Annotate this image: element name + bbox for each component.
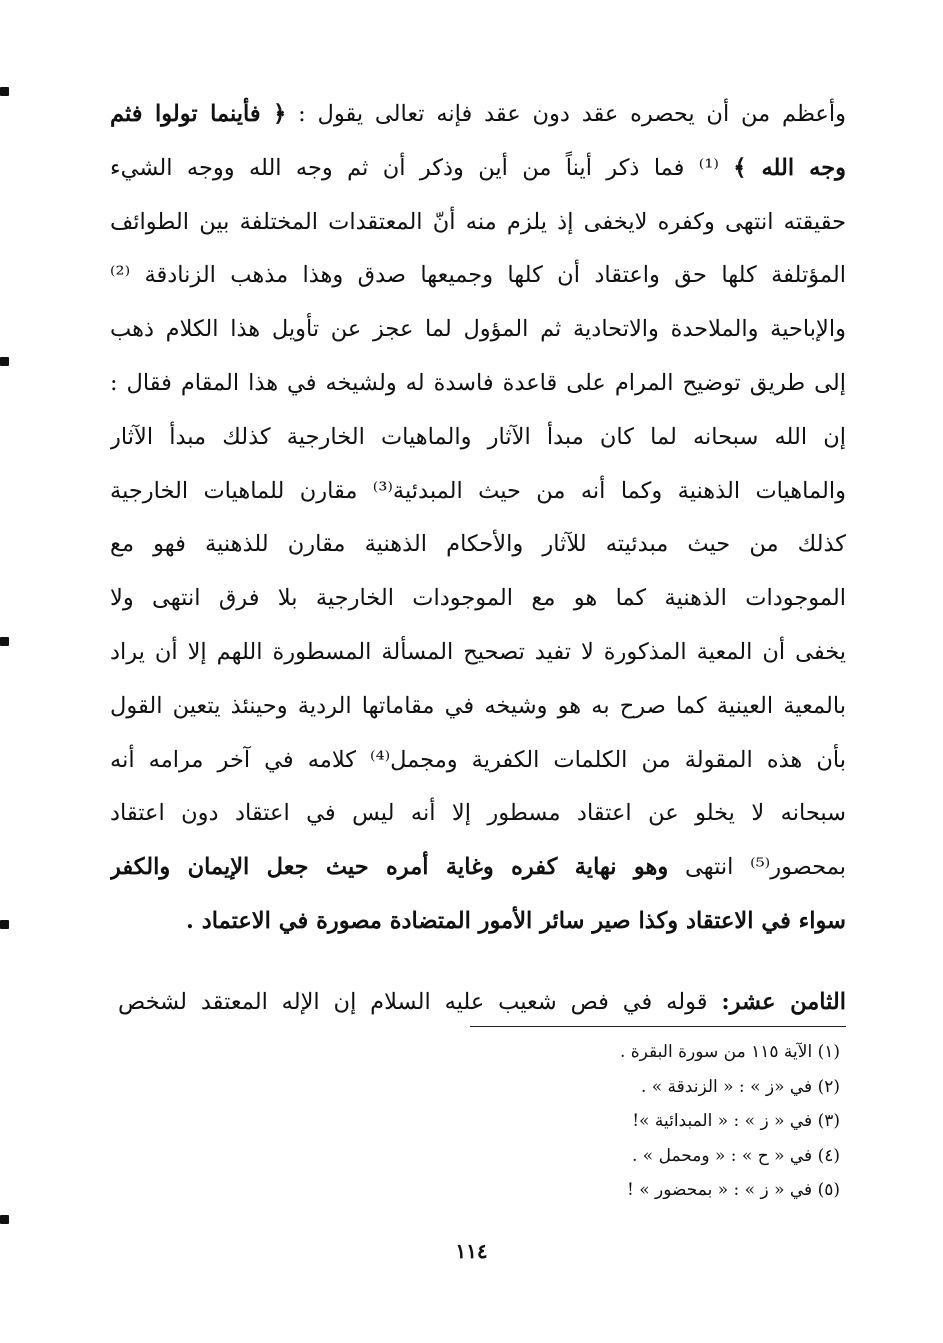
footnote-4: (٤) في « ح » : « ومحمل » . bbox=[631, 1145, 840, 1166]
text-segment: بمحصور⁽⁵⁾ انتهى bbox=[668, 854, 846, 881]
text-segment: بأن هذه المقولة من الكلمات الكفرية ومجمل⁽⁴⁾ كلامه في آخر مرامه أنه bbox=[110, 746, 846, 773]
text-line bbox=[110, 411, 846, 465]
text-segment: والماهيات الذهنية وكما أنه من حيث المبدئية⁽³⁾ مقارن للماهيات الخارجية bbox=[110, 477, 846, 504]
footnote-1: (١) الآية ١١٥ من سورة البقرة . bbox=[619, 1042, 840, 1062]
text-segment: إلى طريق توضيح المرام على قاعدة فاسدة له ولشيخه في هذا المقام فقال : bbox=[110, 369, 846, 396]
text-segment: سبحانه لا يخلو عن اعتقاد مسطور إلا أنه ليس في اعتقاد دون اعتقاد bbox=[110, 800, 846, 827]
text-line bbox=[110, 142, 846, 196]
text-line bbox=[110, 626, 846, 680]
bold-text-segment: ﴿ فأينما تولوا فثم bbox=[110, 101, 287, 127]
footnotes bbox=[430, 1035, 840, 1208]
margin-mark bbox=[0, 920, 9, 929]
margin-mark bbox=[0, 1215, 9, 1224]
margin-mark bbox=[0, 637, 9, 646]
text-line bbox=[110, 303, 846, 357]
text-segment: وأعظم من أن يحصره عقد دون عقد فإنه تعالى يقول : bbox=[286, 101, 846, 127]
text-line bbox=[110, 680, 846, 734]
text-line bbox=[110, 734, 846, 788]
main-text-block bbox=[110, 88, 846, 949]
text-line bbox=[110, 196, 846, 250]
text-segment: إن الله سبحانه لما كان مبدأ الآثار والماهيات الخارجية كذلك مبدأ الآثار bbox=[110, 423, 846, 450]
margin-mark bbox=[0, 357, 9, 366]
page-number: ١١٤ bbox=[455, 1239, 488, 1263]
text-segment: الموجودات الذهنية كما هو مع الموجودات الخارجية بلا فرق انتهى ولا bbox=[110, 585, 846, 612]
section-heading-label: الثامن عشر: bbox=[721, 989, 846, 1015]
text-segment: كذلك من حيث مبدئيته للآثار والأحكام الذهنية مقارن للذهنية فهو مع bbox=[110, 531, 846, 558]
text-segment: ⁽¹⁾ فما ذكر أيناً من أين وذكر أن ثم وجه الله ووجه الشيء bbox=[110, 154, 734, 181]
text-line bbox=[110, 787, 846, 841]
text-segment: حقيقته انتهى وكفره لايخفى إذ يلزم منه أنّ المعتقدات المختلفة بين الطوائف bbox=[110, 208, 846, 235]
bold-text-segment: وجه الله ﴾ bbox=[733, 154, 846, 181]
text-line bbox=[110, 518, 846, 572]
margin-mark bbox=[0, 87, 9, 96]
section-heading-text: قوله في فص شعيب عليه السلام إن الإله المعتقد لشخص bbox=[118, 989, 722, 1015]
text-line bbox=[110, 465, 846, 519]
text-segment: المؤتلفة كلها حق واعتقاد أن كلها وجميعها صدق وهذا مذهب الزنادقة ⁽²⁾ bbox=[110, 262, 846, 289]
footnote-2: (٢) في «ز » : « الزندقة » . bbox=[640, 1076, 840, 1097]
text-line bbox=[110, 88, 846, 142]
footnote-separator bbox=[470, 1026, 846, 1027]
bold-text-segment: سواء في الاعتقاد وكذا صير سائر الأمور المتضادة مصورة في الاعتماد . bbox=[186, 907, 846, 934]
footnote-3: (٣) في « ز » : « المبدائية »! bbox=[632, 1111, 840, 1131]
text-segment: والإباحية والملاحدة والاتحادية ثم المؤول لما عجز عن تأويل هذا الكلام ذهب bbox=[110, 316, 846, 343]
text-segment: بالمعية العينية كما صرح به هو وشيخه في مقاماتها الردية وحينئذ يتعين القول bbox=[110, 692, 846, 719]
bold-text-segment: وهو نهاية كفره وغاية أمره حيث جعل الإيمان والكفر bbox=[110, 854, 669, 881]
text-line bbox=[110, 572, 846, 626]
section-heading-line bbox=[118, 982, 846, 1022]
text-line bbox=[110, 895, 846, 949]
footnote-5: (٥) في « ز » : « بمحضور » ! bbox=[627, 1180, 840, 1200]
text-line bbox=[110, 841, 846, 895]
text-line bbox=[110, 249, 846, 303]
text-line bbox=[110, 357, 846, 411]
text-segment: يخفى أن المعية المذكورة لا تفيد تصحيح المسألة المسطورة اللهم إلا أن يراد bbox=[110, 638, 846, 665]
